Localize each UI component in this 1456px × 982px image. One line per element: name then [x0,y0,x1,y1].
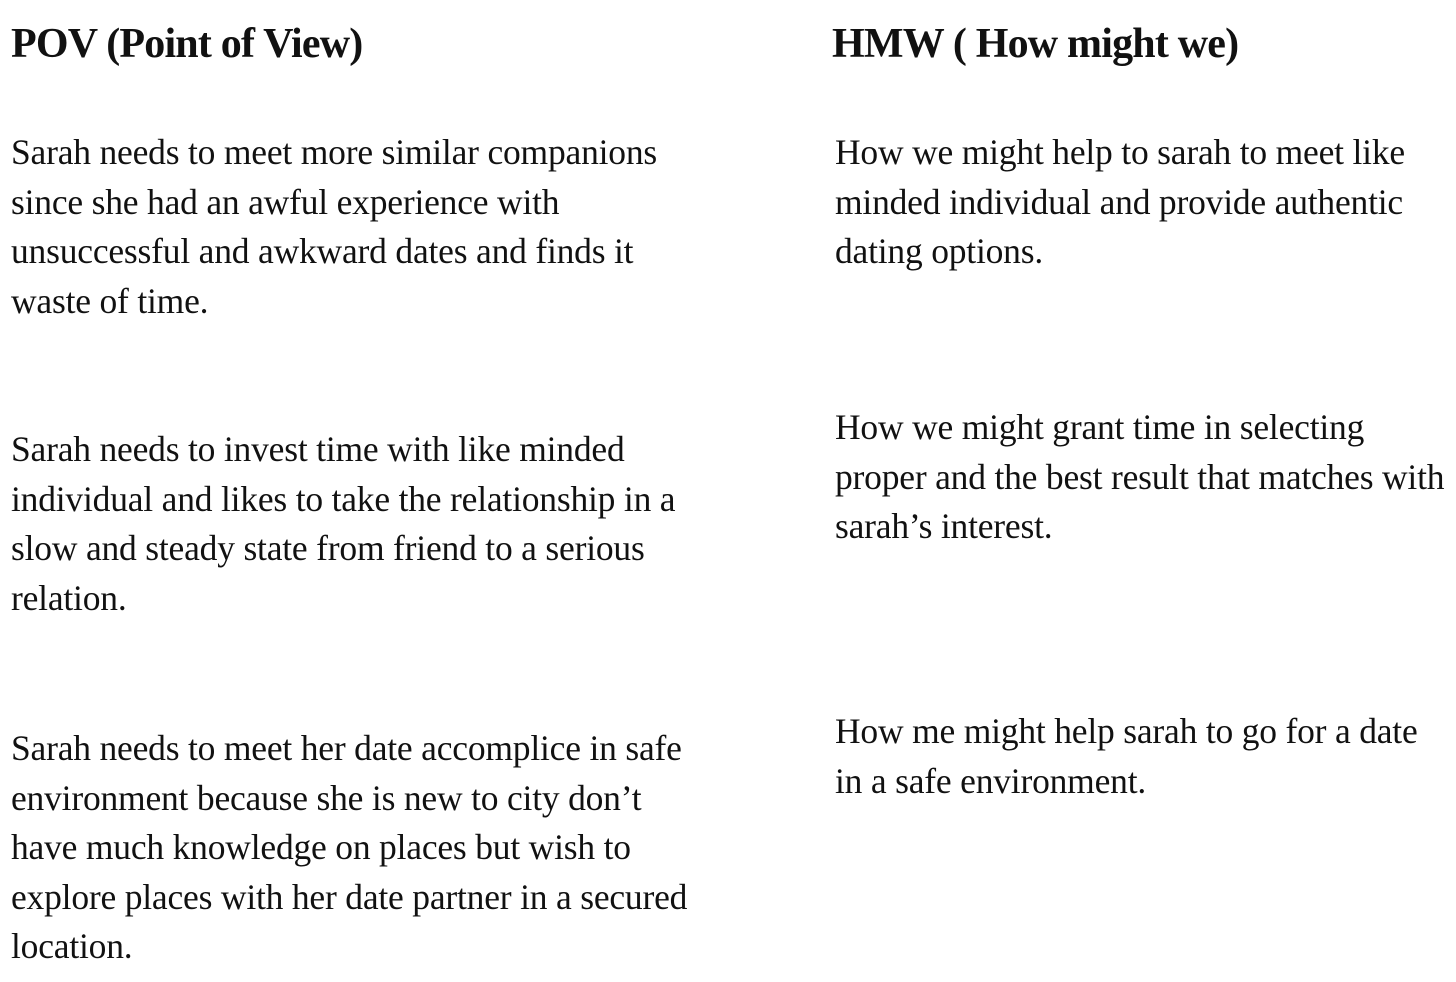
hmw-statement-2: How we might grant time in selecting proper and the best result that matches with sarah’s interest. [835,407,1445,546]
hmw-heading: HMW ( How might we) [832,21,1239,67]
pov-heading: POV (Point of View) [11,21,363,67]
hmw-statement-3: How me might help sarah to go for a date in a safe environment. [835,711,1418,801]
pov-statement-2: Sarah needs to invest time with like minded individual and likes to take the relationship in a slow and steady state from friend to a serious relation. [11,429,676,618]
pov-statement-1: Sarah needs to meet more similar companions since she had an awful experience with unsuccessful and awkward dates and finds it waste of time. [11,132,658,321]
pov-statement-3: Sarah needs to meet her date accomplice in safe environment because she is new to city don’t have much knowledge on places but wish to explore places with her date partner in a secured location. [11,728,688,966]
hmw-statement-1: How we might help to sarah to meet like minded individual and provide authentic dating options. [835,132,1405,271]
